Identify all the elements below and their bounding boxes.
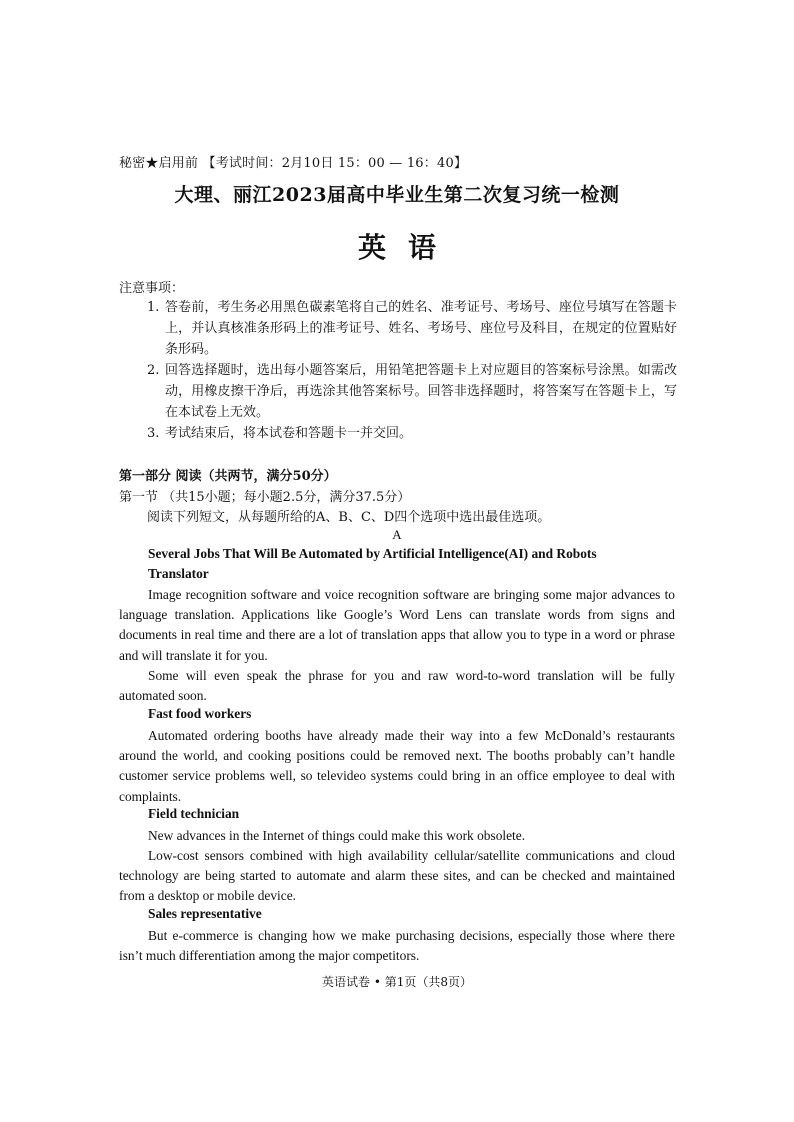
job-heading-sales: Sales representative (148, 906, 262, 921)
exam-title: 大理、丽江2023届高中毕业生第二次复习统一检测 (174, 184, 620, 206)
passage-title: Several Jobs That Will Be Automated by Artificial Intelligence(AI) and Robots (148, 546, 597, 561)
paragraph: Automated ordering booths have already made their way into a few McDonald’s restaurants around the world, and cooking positions could be removed next. The booths probably can’t handle customer service problems well, so televideo systems could bring in an office employee to deal with complaints. (119, 728, 675, 804)
confidential-notice: 秘密★启用前 【考试时间：2月10日 15：00 — 16：40】 (119, 156, 468, 171)
section-title: 第一节 （共15小题；每小题2.5分，满分37.5分） (119, 490, 411, 505)
note-number: 2. (147, 363, 160, 378)
paragraph: But e-commerce is changing how we make purchasing decisions, especially those where there isn’t much differentiation among the major competitors. (119, 928, 675, 964)
passage-letter: A (392, 527, 402, 542)
page-footer: 英语试卷 • 第1页（共8页） (322, 975, 472, 989)
job-heading-fast-food: Fast food workers (148, 706, 252, 721)
note-item (147, 360, 677, 423)
paragraph: New advances in the Internet of things could make this work obsolete. (148, 828, 526, 843)
subject-title: 英语 (357, 231, 458, 264)
paragraph: Some will even speak the phrase for you and raw word-to-word translation will be fully automated soon. (119, 668, 675, 704)
note-number: 1. (147, 300, 160, 315)
part-title: 第一部分 阅读（共两节，满分50分） (119, 469, 337, 484)
section-instruction: 阅读下列短文，从每题所给的A、B、C、D四个选项中选出最佳选项。 (147, 510, 551, 525)
job-heading-translator: Translator (148, 566, 209, 581)
note-number: 3. (147, 426, 160, 441)
note-text: 答卷前，考生务必用黑色碳素笔将自己的姓名、准考证号、考场号、座位号填写在答题卡上，并认真核准条形码上的准考证号、姓名、考场号、座位号及科目，在规定的位置贴好条形码。 (165, 300, 677, 357)
paragraph: Image recognition software and voice recognition software are bringing some major advances to language translation. Applications like Google’s Word Lens can translate words from signs and documents in real time and there are a lot of translation apps that allow you to type in a word or phrase and will translate it for you. (119, 587, 675, 663)
note-item (147, 423, 677, 444)
notes-title: 注意事项： (119, 281, 185, 296)
job-heading-field-technician: Field technician (148, 806, 240, 821)
note-text: 回答选择题时，选出每小题答案后，用铅笔把答题卡上对应题目的答案标号涂黑。如需改动，用橡皮擦干净后，再选涂其他答案标号。回答非选择题时，将答案写在答题卡上，写在本试卷上无效。 (165, 363, 677, 420)
note-text: 考试结束后，将本试卷和答题卡一并交回。 (165, 426, 413, 441)
note-item (147, 297, 677, 360)
paragraph: Low-cost sensors combined with high availability cellular/satellite communications and cloud technology are being started to automate and alarm these sites, and can be checked and maintained from a desktop or mobile device. (119, 848, 675, 904)
